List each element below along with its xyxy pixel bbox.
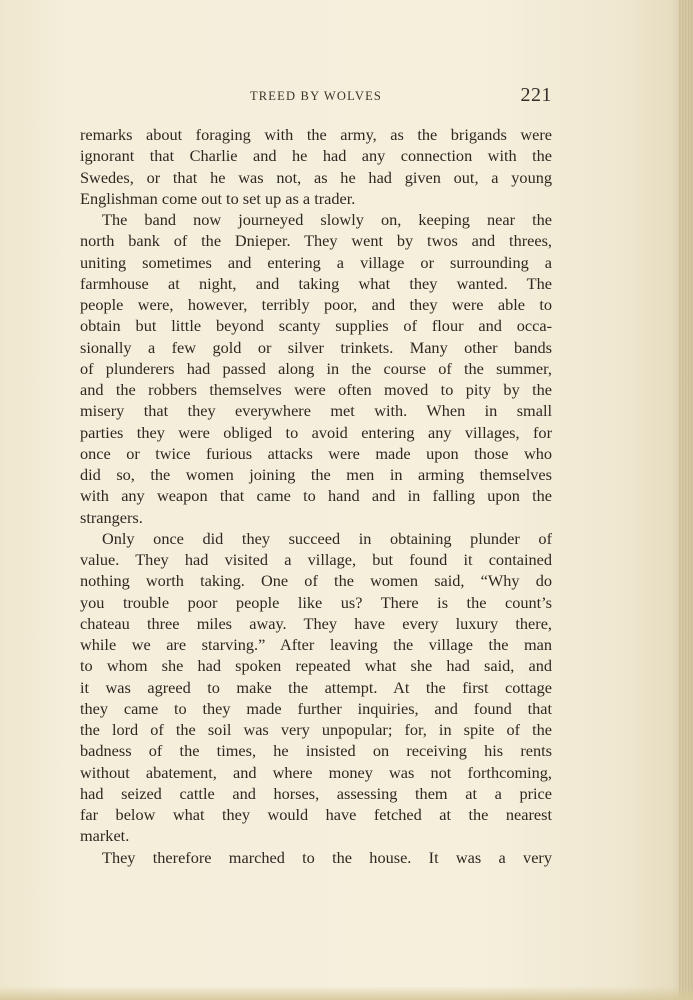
text-line: Only once did they succeed in obtaining plunder of: [102, 528, 552, 548]
text-line: They therefore marched to the house. It was a very: [102, 847, 552, 867]
text-line: market.: [80, 826, 130, 846]
text-line: had seized cattle and horses, assessing them at a price: [80, 783, 552, 803]
running-header: [80, 86, 552, 110]
text-line: the lord of the soil was very unpopular; for, in spite of the: [80, 720, 552, 739]
text-line: you trouble poor people like us? There is the count’s: [80, 592, 552, 612]
page-edge-shadow: [679, 0, 693, 1000]
text-line: while we are starving.” After leaving the village the man: [80, 635, 552, 654]
text-line: obtain but little beyond scanty supplies of flour and occa-: [80, 316, 552, 336]
running-title: TREED BY WOLVES: [249, 89, 383, 103]
text-line: strangers.: [80, 507, 143, 527]
text-line: uniting sometimes and entering a village or surrounding a: [80, 252, 552, 272]
text-line: nothing worth taking. One of the women said, “Why do: [80, 571, 552, 591]
text-line: it was agreed to make the attempt. At the first cottage: [80, 677, 552, 697]
text-line: and the robbers themselves were often moved to pity by the: [80, 380, 552, 399]
text-line: with any weapon that came to hand and in falling upon the: [80, 486, 552, 506]
text-line: to whom she had spoken repeated what she had said, and: [80, 656, 552, 676]
text-line: north bank of the Dnieper. They went by twos and threes,: [80, 231, 552, 251]
text-line: ignorant that Charlie and he had any connection with the: [80, 146, 552, 166]
text-line: Swedes, or that he was not, as he had given out, a young: [80, 167, 552, 187]
text-line: they came to they made further inquiries, and found that: [80, 698, 552, 718]
text-line: value. They had visited a village, but found it contained: [80, 550, 552, 569]
text-line: misery that they everywhere met with. When in small: [80, 401, 552, 421]
text-line: without abatement, and where money was not forthcoming,: [80, 762, 552, 782]
text-line: of plunderers had passed along in the course of the summer,: [80, 358, 552, 378]
page-number: 221: [520, 84, 552, 106]
page-bottom-shadow: [0, 986, 693, 1000]
text-line: Englishman come out to set up as a trader.: [80, 188, 356, 208]
text-line: farmhouse at night, and taking what they wanted. The: [80, 273, 552, 293]
text-line: far below what they would have fetched at the nearest: [80, 805, 552, 824]
text-line: did so, the women joining the men in arming themselves: [80, 465, 552, 484]
text-line: The band now journeyed slowly on, keeping near the: [102, 210, 552, 229]
text-line: parties they were obliged to avoid entering any villages, for: [80, 422, 552, 442]
text-line: sionally a few gold or silver trinkets. Many other bands: [80, 337, 552, 357]
text-line: chateau three miles away. They have every luxury there,: [80, 613, 552, 633]
text-line: badness of the times, he insisted on receiving his rents: [80, 741, 552, 761]
text-line: remarks about foraging with the army, as the brigands were: [80, 125, 552, 144]
text-line: people were, however, terribly poor, and they were able to: [80, 295, 552, 314]
text-line: once or twice furious attacks were made upon those who: [80, 443, 552, 463]
body-text: [80, 124, 552, 868]
